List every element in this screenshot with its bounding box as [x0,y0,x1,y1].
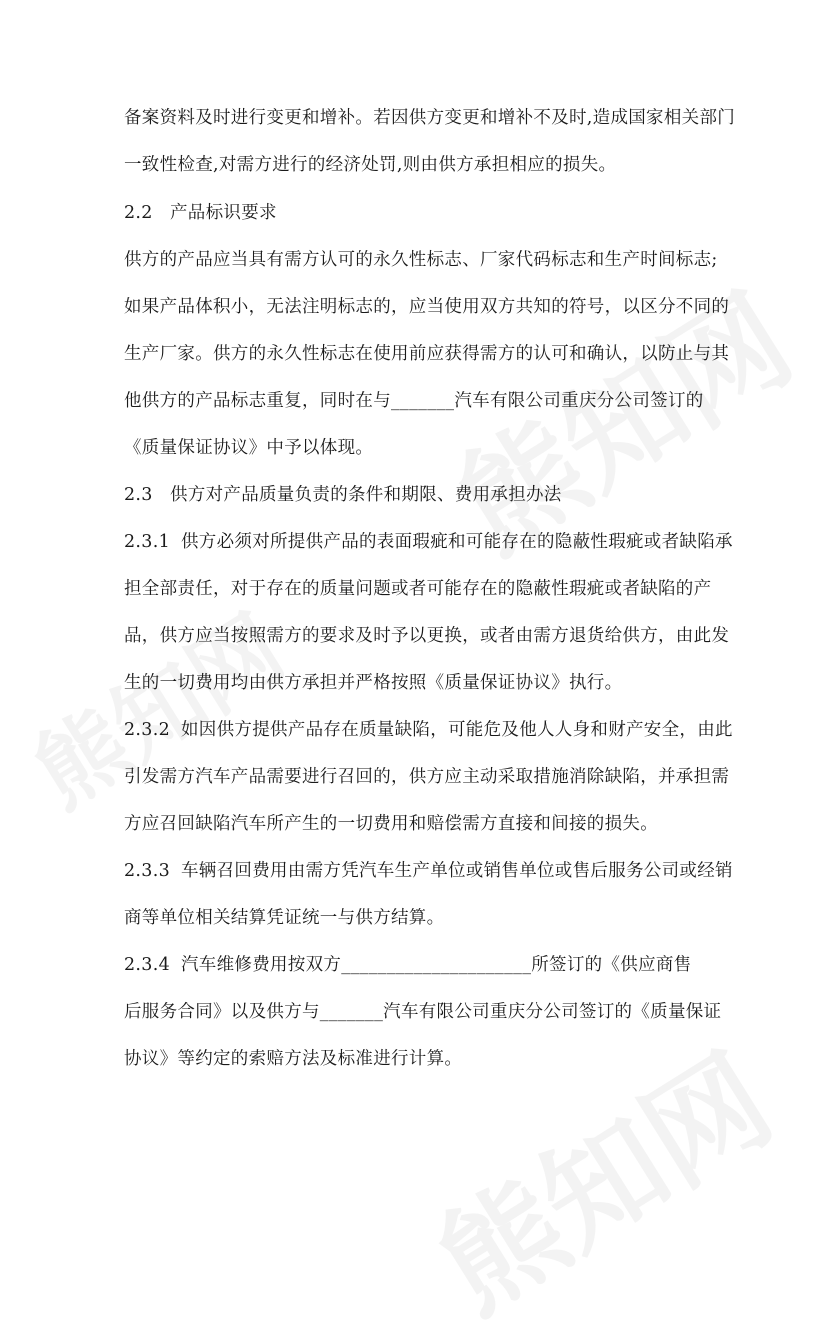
paragraph-line: 备案资料及时进行变更和增补。若因供方变更和增补不及时,造成国家相关部门 [124,108,736,128]
clause-line: 2.3.2 如因供方提供产品存在质量缺陷，可能危及他人人身和财产安全，由此 [124,720,733,740]
clause-number: 2.3.2 [124,720,171,740]
paragraph-line: 引发需方汽车产品需要进行召回的，供方应主动采取措施消除缺陷，并承担需 [124,767,730,787]
clause-line: 2.3.4 汽车维修费用按双方_____________________所签订的《供应商售 [124,955,692,975]
section-number: 2.3 [124,485,153,505]
watermark [6,578,304,831]
section-heading: 2.2 产品标识要求 [124,203,277,223]
clause-number: 2.3.1 [124,532,171,552]
paragraph-line: 他供方的产品标志重复，同时在与_______汽车有限公司重庆分公司签订的 [124,391,704,411]
paragraph-line: 生产厂家。供方的永久性标志在使用前应获得需方的认可和确认，以防止与其 [124,344,730,364]
clause-line: 2.3.1 供方必须对所提供产品的表面瑕疵和可能存在的隐蔽性瑕疵或者缺陷承 [124,532,733,552]
clause-line: 2.3.3 车辆召回费用由需方凭汽车生产单位或销售单位或售后服务公司或经销 [124,861,733,881]
section-heading: 2.3 供方对产品质量负责的条件和期限、费用承担办法 [124,485,562,505]
paragraph-line: 一致性检查,对需方进行的经济处罚,则由供方承担相应的损失。 [124,155,617,175]
paragraph-line: 《质量保证协议》中予以体现。 [124,438,374,458]
paragraph-line: 商等单位相关结算凭证统一与供方结算。 [124,908,445,928]
clause-number: 2.3.4 [124,955,171,975]
paragraph-line: 品，供方应当按照需方的要求及时予以更换，或者由需方退货给供方，由此发 [124,626,730,646]
section-number: 2.2 [124,203,153,223]
paragraph-line: 后服务合同》以及供方与_______汽车有限公司重庆分公司签订的《质量保证 [124,1002,722,1022]
paragraph-line: 供方的产品应当具有需方认可的永久性标志、厂家代码标志和生产时间标志; [124,250,718,270]
paragraph-line: 如果产品体积小，无法注明标志的，应当使用双方共知的符号，以区分不同的 [124,297,730,317]
paragraph-line: 方应召回缺陷汽车所产生的一切费用和赔偿需方直接和间接的损失。 [124,814,658,834]
paragraph-line: 生的一切费用均由供方承担并严格按照《质量保证协议》执行。 [124,673,623,693]
paragraph-line: 担全部责任，对于存在的质量问题或者可能存在的隐蔽性瑕疵或者缺陷的产 [124,579,712,599]
paragraph-line: 协议》等约定的索赔方法及标准进行计算。 [124,1049,463,1069]
clause-number: 2.3.3 [124,861,171,881]
